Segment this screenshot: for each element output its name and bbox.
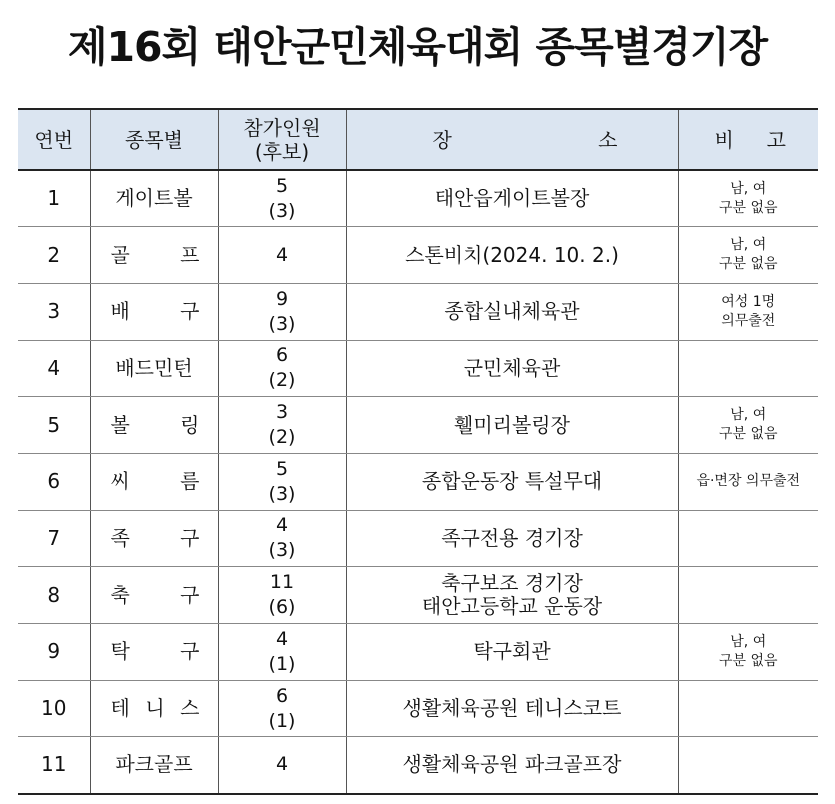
note-line1: 읍·면장 의무출전	[696, 473, 801, 490]
table-row	[18, 283, 818, 340]
event-name: 파크골프	[90, 737, 218, 794]
participant-count-main: 4	[275, 627, 289, 650]
note	[678, 397, 818, 454]
row-number: 5	[18, 397, 90, 454]
venue	[346, 397, 678, 454]
venue	[346, 283, 678, 340]
venue-line1: 휄미리볼링장	[454, 412, 570, 437]
header-note	[678, 109, 818, 170]
row-number: 2	[18, 227, 90, 284]
participant-count	[218, 283, 346, 340]
venue	[346, 170, 678, 227]
event-name	[90, 624, 218, 681]
note	[678, 680, 818, 737]
row-number: 10	[18, 680, 90, 737]
table-row	[18, 737, 818, 794]
venue	[346, 227, 678, 284]
venue-line1: 생활체육공원 파크골프장	[402, 752, 622, 777]
note	[678, 453, 818, 510]
header-venue-b: 소	[598, 127, 618, 152]
event-name: 게이트볼	[90, 170, 218, 227]
venue	[346, 680, 678, 737]
header-participants-line2: (후보)	[254, 139, 310, 164]
note	[678, 227, 818, 284]
event-name-char: 테	[110, 696, 130, 721]
event-name	[90, 453, 218, 510]
note	[678, 510, 818, 567]
venue-table	[18, 108, 818, 795]
note-line1: 남, 여	[730, 180, 767, 197]
participant-count	[218, 453, 346, 510]
note-line1: 여성 1명	[721, 293, 776, 310]
note-line2: 구분 없음	[718, 652, 778, 669]
venue-line1: 종합운동장 특설무대	[421, 469, 603, 494]
venue	[346, 567, 678, 624]
note	[678, 737, 818, 794]
note	[678, 340, 818, 397]
participant-count-reserve: (3)	[268, 312, 296, 335]
event-name-char: 구	[180, 582, 200, 607]
table-row	[18, 453, 818, 510]
participant-count	[218, 340, 346, 397]
event-name-char: 스	[180, 696, 200, 721]
participant-count-reserve: (2)	[268, 369, 296, 392]
participant-count-main: 3	[275, 401, 289, 424]
participant-count-main: 4	[275, 514, 289, 537]
event-name-char: 구	[180, 639, 200, 664]
event-name	[90, 227, 218, 284]
participant-count-main: 5	[275, 457, 289, 480]
participant-count-main: 6	[275, 344, 289, 367]
participant-count	[218, 510, 346, 567]
venue	[346, 453, 678, 510]
event-name-char: 니	[145, 696, 165, 721]
header-participants	[218, 109, 346, 170]
venue	[346, 624, 678, 681]
note-line1: 남, 여	[730, 407, 767, 424]
event-name	[90, 567, 218, 624]
participant-count	[218, 567, 346, 624]
event-name	[90, 680, 218, 737]
row-number: 9	[18, 624, 90, 681]
table-row	[18, 170, 818, 227]
header-note-a: 비	[714, 127, 734, 152]
table-row	[18, 340, 818, 397]
participant-count-reserve: (3)	[268, 539, 296, 562]
event-name-char: 씨	[110, 469, 130, 494]
event-name-char: 구	[180, 525, 200, 550]
venue	[346, 340, 678, 397]
participant-count-reserve: (6)	[268, 596, 296, 619]
event-name-char: 배	[110, 299, 130, 324]
table-header-row	[18, 109, 818, 170]
event-name	[90, 397, 218, 454]
participant-count-main: 11	[269, 571, 295, 594]
table-row	[18, 567, 818, 624]
header-event: 종목별	[90, 109, 218, 170]
participant-count	[218, 680, 346, 737]
participant-count	[218, 170, 346, 227]
participant-count-main: 4	[275, 243, 289, 266]
participant-count-main: 6	[275, 684, 289, 707]
note	[678, 567, 818, 624]
venue	[346, 510, 678, 567]
event-name-char: 름	[180, 469, 200, 494]
note-line1: 남, 여	[730, 633, 767, 650]
venue	[346, 737, 678, 794]
table-row	[18, 227, 818, 284]
event-name-char: 프	[180, 242, 200, 267]
event-name: 배드민턴	[90, 340, 218, 397]
header-note-b: 고	[766, 127, 786, 152]
venue-line1: 생활체육공원 테니스코트	[402, 696, 622, 721]
note-line1: 남, 여	[730, 237, 767, 254]
venue-line1: 종합실내체육관	[444, 299, 580, 324]
header-venue	[346, 109, 678, 170]
event-name-char: 축	[110, 582, 130, 607]
participant-count	[218, 624, 346, 681]
event-name-char: 링	[180, 412, 200, 437]
event-name-char: 족	[110, 525, 130, 550]
venue-line1: 태안읍게이트볼장	[434, 186, 590, 211]
row-number: 4	[18, 340, 90, 397]
header-venue-a: 장	[432, 127, 452, 152]
table-row	[18, 510, 818, 567]
row-number: 7	[18, 510, 90, 567]
participant-count	[218, 397, 346, 454]
header-no: 연번	[18, 109, 90, 170]
participant-count	[218, 737, 346, 794]
note-line2: 구분 없음	[718, 199, 778, 216]
table-row	[18, 680, 818, 737]
venue-line1: 족구전용 경기장	[441, 525, 583, 550]
participant-count-main: 9	[275, 287, 289, 310]
participant-count-reserve: (2)	[268, 426, 296, 449]
event-name	[90, 510, 218, 567]
venue-line1: 스톤비치(2024. 10. 2.)	[405, 242, 619, 267]
note	[678, 624, 818, 681]
row-number: 1	[18, 170, 90, 227]
note	[678, 283, 818, 340]
row-number: 3	[18, 283, 90, 340]
venue-line2: 태안고등학교 운동장	[421, 594, 603, 619]
row-number: 8	[18, 567, 90, 624]
page-title: 제16회 태안군민체육대회 종목별경기장	[67, 23, 768, 71]
header-participants-line1: 참가인원	[243, 115, 321, 140]
row-number: 11	[18, 737, 90, 794]
venue-line1: 군민체육관	[463, 355, 561, 380]
event-name-char: 볼	[110, 412, 130, 437]
note-line2: 구분 없음	[718, 426, 778, 443]
event-name	[90, 283, 218, 340]
event-name-char: 탁	[110, 639, 130, 664]
event-name-char: 골	[110, 242, 130, 267]
note-line2: 구분 없음	[718, 256, 778, 273]
participant-count-main: 4	[275, 753, 289, 776]
participant-count-reserve: (1)	[268, 709, 296, 732]
note	[678, 170, 818, 227]
table-body	[18, 170, 818, 794]
venue-line1: 축구보조 경기장	[441, 571, 583, 596]
event-name-char: 구	[180, 299, 200, 324]
row-number: 6	[18, 453, 90, 510]
participant-count-reserve: (3)	[268, 482, 296, 505]
table-row	[18, 624, 818, 681]
participant-count-main: 5	[275, 174, 289, 197]
participant-count	[218, 227, 346, 284]
venue-line1: 탁구회관	[473, 639, 551, 664]
table-row	[18, 397, 818, 454]
participant-count-reserve: (3)	[268, 199, 296, 222]
note-line2: 의무출전	[721, 312, 776, 329]
participant-count-reserve: (1)	[268, 652, 296, 675]
